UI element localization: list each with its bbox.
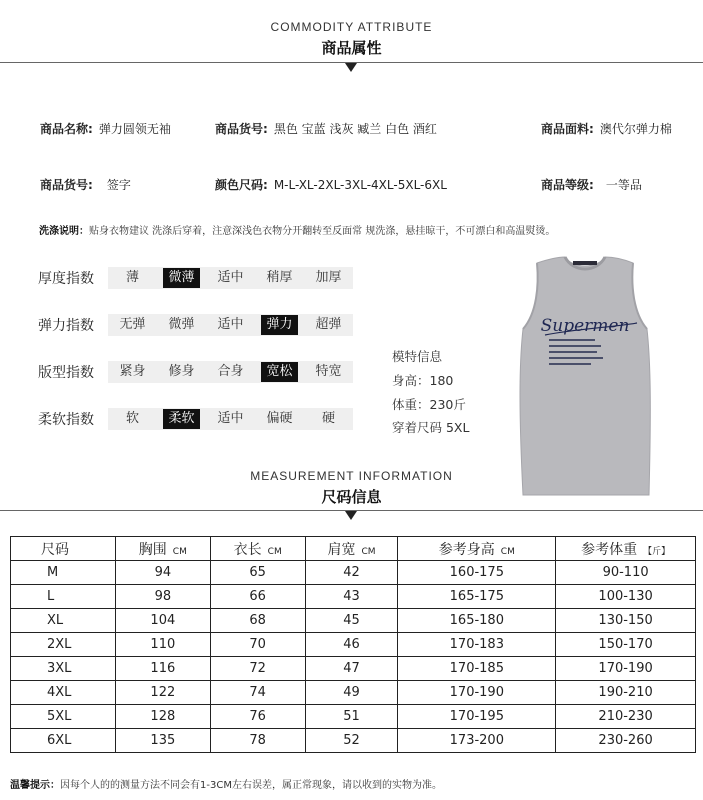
warm-tip: 温馨提示：因每个人的的测量方法不同会有1-3CM左右误差，属正常现象，请以收到的实物为准。 [10,780,442,791]
shirt-print-text: Supermen [540,316,630,336]
attr-item-colors: 商品货号: 黑色 宝蓝 浅灰 臧兰 白色 酒红 [215,122,437,136]
commodity-title-cn: 商品属性 [321,39,382,57]
index-option-selected: 微薄 [163,268,200,288]
table-row: 4XL 122 74 49 170-190 190-210 [11,681,696,705]
index-option: 偏硬 [266,411,293,426]
model-weight: 体重：230斤 [392,397,466,412]
attr-item-number: 商品货号: 签字 [40,178,131,192]
table-row: L 98 66 43 165-175 100-130 [11,585,696,609]
index-option: 加厚 [315,270,342,285]
index-row-fit: 版型指数 紧身 修身 合身 宽松 特宽 [38,361,353,383]
table-row: 2XL 110 70 46 170-183 150-170 [11,633,696,657]
commodity-title-en: COMMODITY ATTRIBUTE [270,20,433,34]
header-ref-weight: 参考体重 【斤】 [556,537,696,561]
index-option: 适中 [217,270,244,285]
index-option: 修身 [168,364,195,379]
measurement-title-cn: 尺码信息 [321,488,382,506]
attr-product-name: 商品名称: 弹力圆领无袖 [40,122,171,136]
index-row-elasticity: 弹力指数 无弹 微弹 适中 弹力 超弹 [38,314,353,336]
index-option: 薄 [125,270,139,285]
table-row: 5XL 128 76 51 170-195 210-230 [11,705,696,729]
table-row: 3XL 116 72 47 170-185 170-190 [11,657,696,681]
measurement-title-en: MEASUREMENT INFORMATION [250,469,453,483]
index-option: 紧身 [119,364,146,379]
index-option: 适中 [217,317,244,332]
index-row-thickness: 厚度指数 薄 微薄 适中 稍厚 加厚 [38,267,353,289]
model-size: 穿着尺码 5XL [392,420,470,435]
table-row: 6XL 135 78 52 173-200 230-260 [11,729,696,753]
index-option-selected: 宽松 [261,362,298,382]
wash-instructions: 洗涤说明：贴身衣物建议 洗涤后穿着，注意深浅色衣物分开翻转至反面常 规洗涤，悬挂晾干，不可漂白和高温熨烫。 [39,226,556,237]
header-ref-height: 参考身高 CM [398,537,556,561]
attr-fabric: 商品面料: 澳代尔弹力棉 [541,122,672,136]
index-option: 稍厚 [266,270,293,285]
header-shoulder: 肩宽 CM [305,537,398,561]
index-option: 无弹 [119,317,146,332]
measurement-arrow-icon [345,511,357,520]
table-row: M 94 65 42 160-175 90-110 [11,561,696,585]
index-option: 软 [125,411,139,426]
attr-color-size: 颜色尺码: M-L-XL-2XL-3XL-4XL-5XL-6XL [215,178,447,192]
tank-top-image [505,255,665,500]
header-chest: 胸围 CM [115,537,210,561]
table-row: XL 104 68 45 165-180 130-150 [11,609,696,633]
model-height: 身高：180 [392,373,454,388]
index-option: 硬 [321,411,335,426]
index-row-softness: 柔软指数 软 柔软 适中 偏硬 硬 [38,408,353,430]
commodity-arrow-icon [345,63,357,72]
size-table-header [11,537,696,561]
header-size: 尺码 [11,537,116,561]
header-length: 衣长 CM [210,537,305,561]
index-option: 超弹 [315,317,342,332]
index-option: 适中 [217,411,244,426]
attr-grade: 商品等级: 一等品 [541,178,642,192]
index-option: 特宽 [315,364,342,379]
model-info-title: 模特信息 [392,349,443,364]
index-option: 微弹 [168,317,195,332]
index-option: 合身 [217,364,244,379]
index-option-selected: 柔软 [163,409,200,429]
size-table [10,536,696,753]
index-option-selected: 弹力 [261,315,298,335]
